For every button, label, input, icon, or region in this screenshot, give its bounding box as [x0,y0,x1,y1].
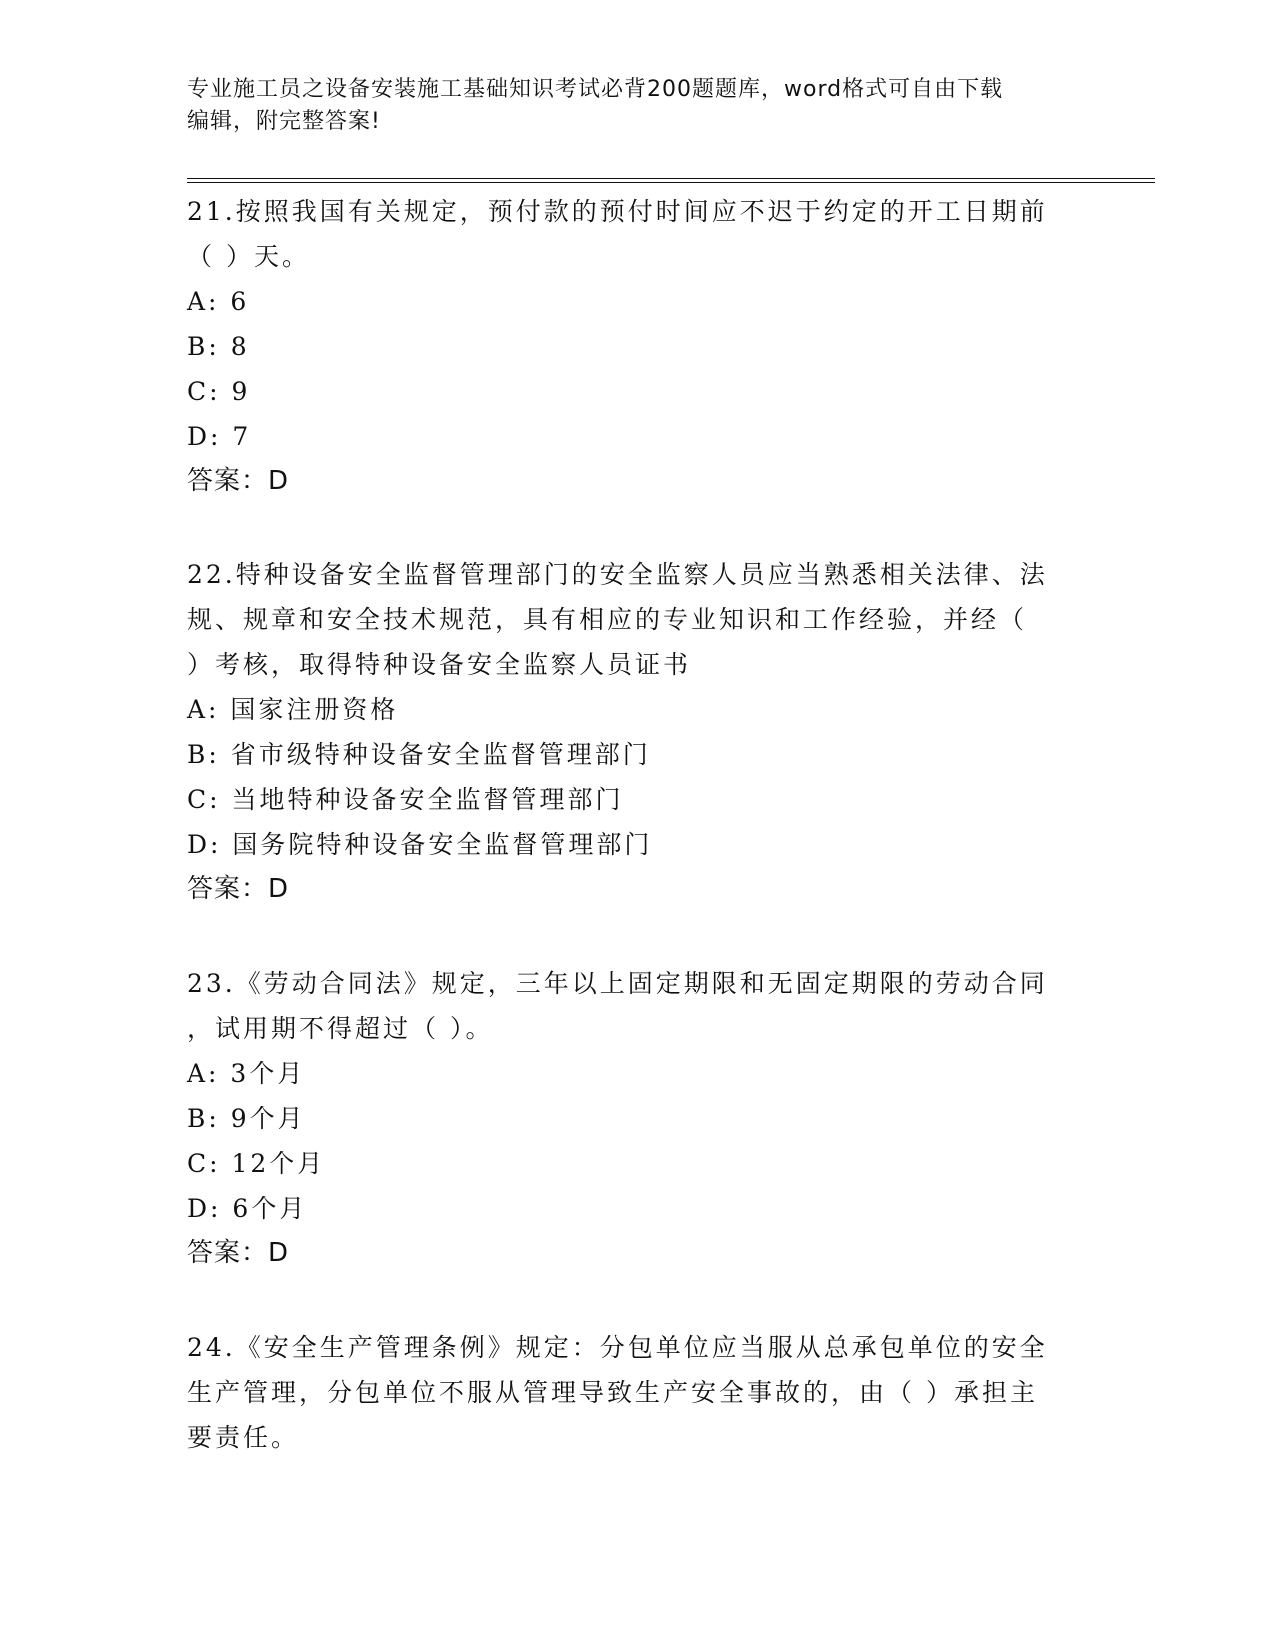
option-a: A: 3个月 [187,1059,306,1088]
option-d: D: 7 [187,422,252,451]
question-stem-line: 要责任。 [187,1423,300,1452]
option-c: C: 9 [187,377,251,406]
question-23 [187,961,1067,1276]
answer: 答案：D [187,466,290,496]
option-c: C: 当地特种设备安全监督管理部门 [187,785,624,814]
question-stem-line: 规、规章和安全技术规范，具有相应的专业知识和工作经验，并经（ [187,605,1028,634]
question-stem-line: 生产管理，分包单位不服从管理导致生产安全事故的，由（ ）承担主 [187,1378,1038,1407]
question-22 [187,552,1067,912]
document-header [187,74,1067,138]
option-b: B: 省市级特种设备安全监督管理部门 [187,740,651,769]
header-line-2: 编辑，附完整答案! [187,109,381,134]
header-divider [187,178,1155,183]
option-d: D: 6个月 [187,1194,308,1223]
question-stem-line: （ ）天。 [187,242,310,271]
question-stem-line: 22.特种设备安全监督管理部门的安全监察人员应当熟悉相关法律、法 [187,560,1048,589]
question-stem-line: 24.《安全生产管理条例》规定：分包单位应当服从总承包单位的安全 [187,1333,1048,1362]
question-stem-line: 23.《劳动合同法》规定，三年以上固定期限和无固定期限的劳动合同 [187,969,1048,998]
option-c: C: 12个月 [187,1149,326,1178]
question-stem-line: 21.按照我国有关规定，预付款的预付时间应不迟于约定的开工日期前 [187,197,1048,226]
question-stem-line: ，试用期不得超过（ ）。 [187,1014,494,1043]
question-stem-line: ）考核，取得特种设备安全监察人员证书 [187,650,692,679]
option-b: B: 8 [187,332,250,361]
question-21 [187,189,1067,504]
option-b: B: 9个月 [187,1104,306,1133]
option-a: A: 6 [187,287,250,316]
answer: 答案：D [187,874,290,904]
question-24 [187,1325,1067,1460]
header-line-1: 专业施工员之设备安装施工基础知识考试必背200题题库，word格式可自由下载 [187,77,1004,102]
answer: 答案：D [187,1238,290,1268]
option-d: D: 国务院特种设备安全监督管理部门 [187,830,653,859]
option-a: A: 国家注册资格 [187,695,399,724]
